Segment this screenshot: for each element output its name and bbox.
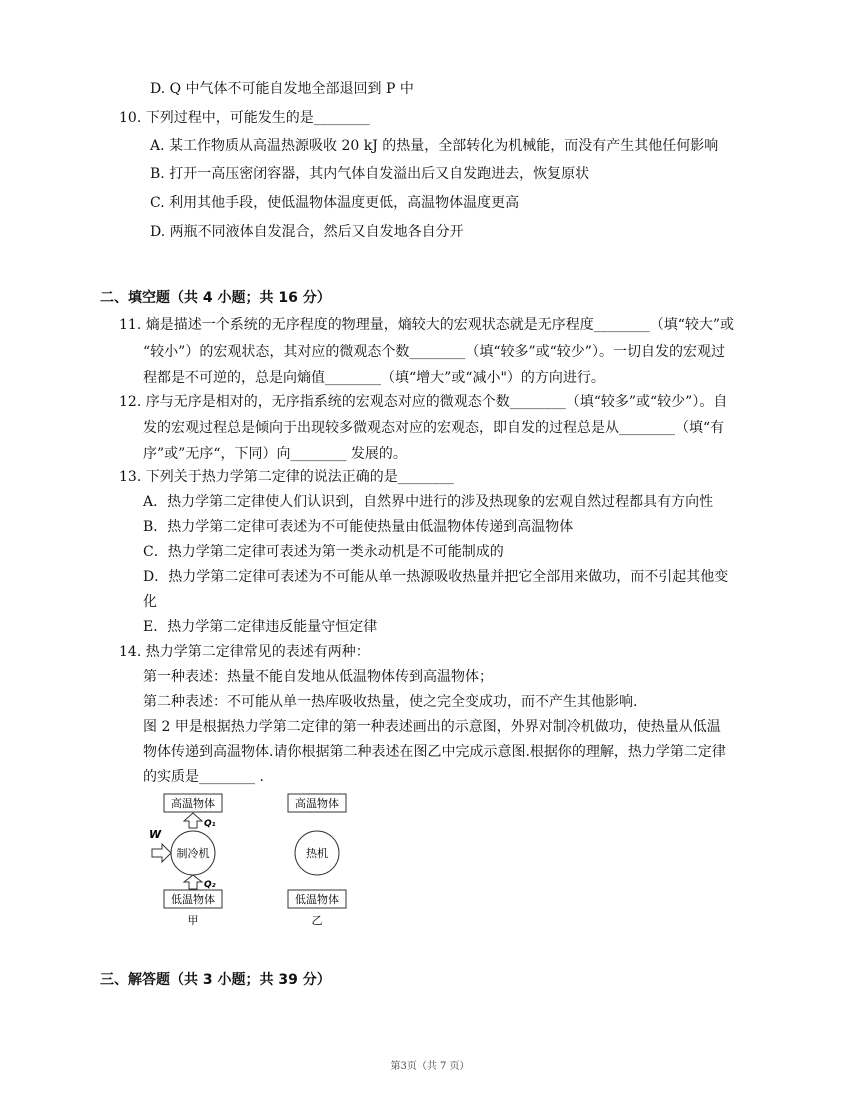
question-10-option-c: C. 利用其他手段，使低温物体温度更低，高温物体温度更高 [150,195,520,211]
section-3-title: 三、解答题（共 3 小题；共 39 分） [100,972,331,988]
left-high-temp-label: 高温物体 [171,797,215,810]
prev-option-d: D. Q 中气体不可能自发地全部退回到 P 中 [150,81,414,97]
left-low-temp-label: 低温物体 [171,893,215,906]
right-caption: 乙 [311,914,323,927]
thermo-figure [140,788,380,928]
left-caption: 甲 [187,914,199,927]
question-13-option-c: C．热力学第二定律可表述为第一类永动机是不可能制成的 [143,544,504,560]
question-14-line-2: 第一种表述：热量不能自发地从低温物体传到高温物体； [143,669,493,685]
page-footer: 第3页（共 7 页） [390,1061,470,1072]
figure-right [288,794,346,927]
question-13-option-d-cont: 化 [143,594,157,610]
question-13-stem: 13. 下列关于热力学第二定律的说法正确的是________ [119,469,454,485]
question-11-line-3: 程都是不可逆的，总是向熵值________（填“增大”或“减小"）的方向进行。 [143,370,605,386]
q2-label: Q₂ [204,880,216,890]
question-13-option-d: D．热力学第二定律可表述为不可能从单一热源吸收热量并把它全部用来做功，而不引起其他变 [143,569,729,585]
question-14-line-6: 的实质是________ . [143,769,264,785]
w-arrow [152,844,171,862]
right-high-temp-label: 高温物体 [295,797,339,810]
question-13-option-b: B．热力学第二定律可表述为不可能使热量由低温物体传递到高温物体 [143,519,574,535]
question-13-option-e: E．热力学第二定律违反能量守恒定律 [143,619,378,635]
question-13-option-a: A．热力学第二定律使人们认识到，自然界中进行的涉及热现象的宏观自然过程都具有方向性 [143,494,714,510]
question-11-line-2: “较小”）的宏观状态，其对应的微观态个数________（填“较多”或“较少”）。一切自发的宏观过 [143,344,725,360]
right-low-temp-label: 低温物体 [295,893,339,906]
question-14-line-4: 图 2 甲是根据热力学第二定律的第一种表述画出的示意图，外界对制冷机做功，使热量从低温 [143,719,721,735]
question-10-option-d: D. 两瓶不同液体自发混合，然后又自发地各自分开 [150,224,464,240]
question-14-line-3: 第二种表述：不可能从单一热库吸收热量，使之完全变成功，而不产生其他影响. [143,694,638,710]
question-14-line-1: 14. 热力学第二定律常见的表述有两种： [119,644,370,660]
question-12-line-3: 序”或”无序“，下同）向________ 发展的。 [143,446,407,462]
refrigerator-label: 制冷机 [176,847,210,860]
question-14-line-5: 物体传递到高温物体.请你根据第二种表述在图乙中完成示意图.根据你的理解，热力学第二定律 [143,744,726,760]
heat-engine-label: 热机 [306,847,328,860]
question-10-stem: 10. 下列过程中，可能发生的是________ [119,110,370,126]
question-11-line-1: 11. 熵是描述一个系统的无序程度的物理量，熵较大的宏观状态就是无序程度________（填“较大”或 [119,317,735,333]
figure-left [149,794,222,927]
w-label: W [149,828,162,841]
question-10-option-a: A. 某工作物质从高温热源吸收 20 kJ 的热量，全部转化为机械能，而没有产生其他任何影响 [150,138,719,154]
q2-arrow [184,875,202,889]
q1-arrow [184,813,202,828]
question-12-line-2: 发的宏观过程总是倾向于出现较多微观态对应的宏观态，即自发的过程总是从________（填“有 [143,420,725,436]
question-10-option-b: B. 打开一高压密闭容器，其内气体自发溢出后又自发跑进去，恢复原状 [150,166,590,182]
question-12-line-1: 12. 序与无序是相对的，无序指系统的宏观态对应的微观态个数________（填“较多”或“较少”）。自 [119,394,728,410]
section-2-title: 二、填空题（共 4 小题；共 16 分） [100,290,331,306]
q1-label: Q₁ [204,819,216,829]
